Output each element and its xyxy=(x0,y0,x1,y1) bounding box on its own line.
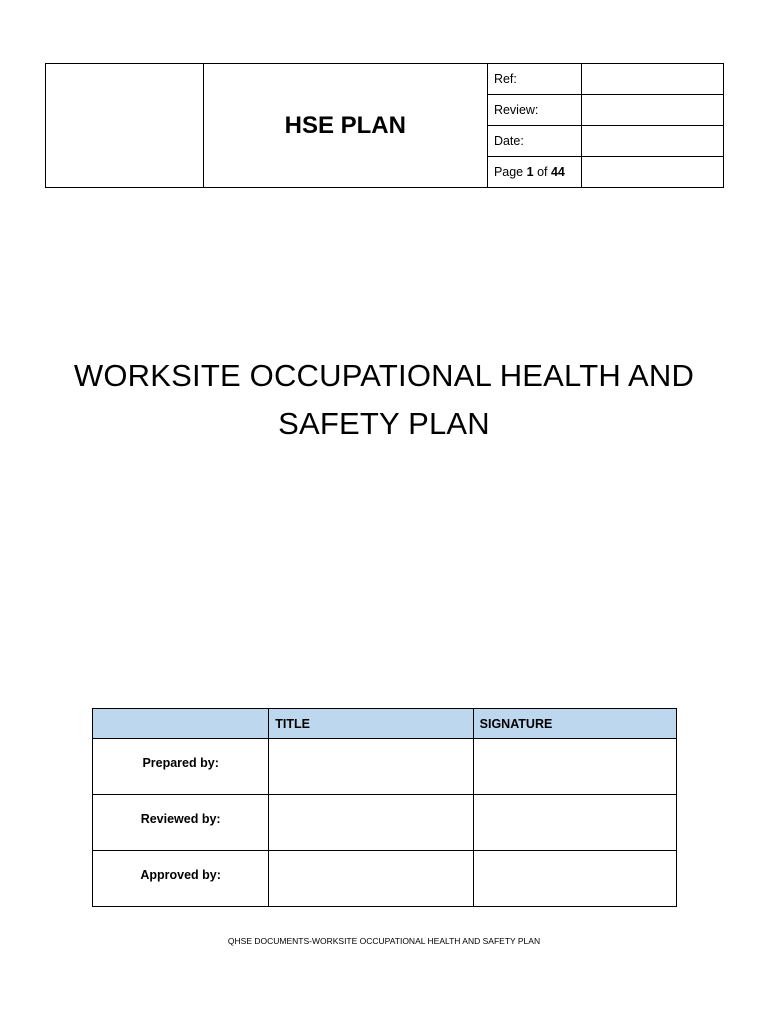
review-label: Review: xyxy=(487,95,581,126)
page-prefix: Page xyxy=(493,165,524,179)
ref-label: Ref: xyxy=(487,64,581,95)
approval-table xyxy=(92,708,677,907)
page-footer: QHSE DOCUMENTS-WORKSITE OCCUPATIONAL HEALTH AND SAFETY PLAN xyxy=(227,936,541,946)
date-label: Date: xyxy=(487,126,581,157)
ref-value[interactable] xyxy=(582,64,724,95)
page-total: 44 xyxy=(550,165,565,179)
main-title xyxy=(60,352,708,448)
logo-cell xyxy=(46,64,204,188)
page-of: of xyxy=(537,165,548,179)
document-header-table xyxy=(45,63,724,188)
review-value[interactable] xyxy=(582,95,724,126)
approved-by-signature-cell[interactable] xyxy=(473,851,676,907)
approval-header-title: TITLE xyxy=(269,709,473,739)
prepared-by-title-cell[interactable] xyxy=(269,739,473,795)
page-current: 1 xyxy=(526,165,534,179)
table-row xyxy=(93,739,677,795)
approved-by-label: Approved by: xyxy=(93,851,269,907)
table-row xyxy=(93,851,677,907)
approval-header-blank xyxy=(93,709,269,739)
approval-header-signature: SIGNATURE xyxy=(473,709,676,739)
prepared-by-label: Prepared by: xyxy=(93,739,269,795)
table-row xyxy=(93,795,677,851)
reviewed-by-label: Reviewed by: xyxy=(93,795,269,851)
main-title-line-1: WORKSITE OCCUPATIONAL HEALTH AND xyxy=(73,358,695,393)
document-title: HSE PLAN xyxy=(203,64,487,188)
page-number-label xyxy=(487,157,581,188)
approval-table-header-row xyxy=(93,709,677,739)
date-value[interactable] xyxy=(582,126,724,157)
main-title-line-2: SAFETY PLAN xyxy=(278,406,490,441)
prepared-by-signature-cell[interactable] xyxy=(473,739,676,795)
reviewed-by-title-cell[interactable] xyxy=(269,795,473,851)
page-value[interactable] xyxy=(582,157,724,188)
approved-by-title-cell[interactable] xyxy=(269,851,473,907)
reviewed-by-signature-cell[interactable] xyxy=(473,795,676,851)
